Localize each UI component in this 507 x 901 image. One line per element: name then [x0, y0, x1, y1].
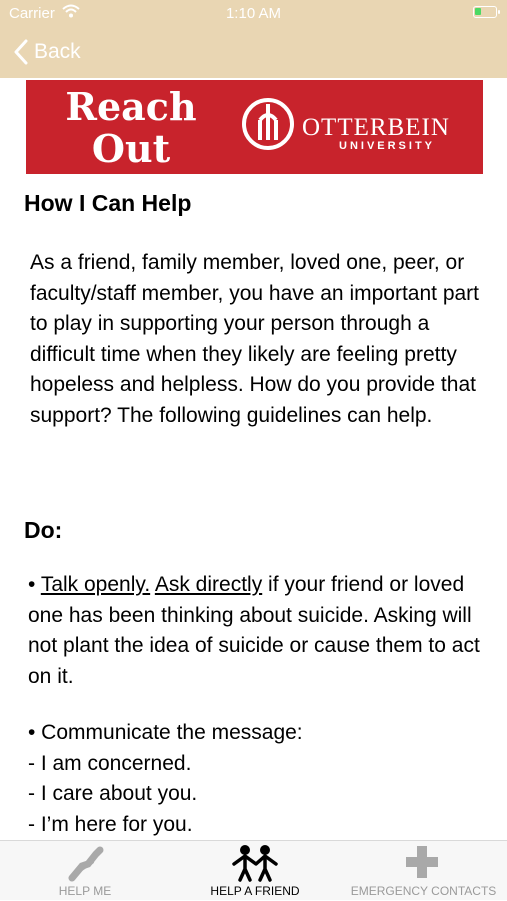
- plus-cross-icon: [404, 844, 440, 880]
- carrier-label: Carrier: [9, 5, 55, 22]
- battery-icon: [473, 6, 497, 18]
- tab-bar: [0, 840, 507, 900]
- back-button[interactable]: [14, 36, 81, 68]
- communicate-line: - I am concerned.: [28, 751, 192, 775]
- brand-subtitle: UNIVERSITY: [339, 140, 436, 152]
- communicate-line: • Communicate the message:: [28, 721, 303, 744]
- tab-label: EMERGENCY CONTACTS: [350, 884, 497, 898]
- status-bar: [0, 0, 507, 26]
- reach-out-banner: [26, 80, 483, 174]
- navigation-bar: [0, 26, 507, 78]
- intro-paragraph: As a friend, family member, loved one, peer, or faculty/staff member, you have an important part to play in supporting your person through a difficult time when they likely are feeling pretty hopeless and helpless. How do you provide that support? The following guidelines can help.: [30, 251, 480, 427]
- back-label: Back: [34, 40, 81, 63]
- tab-help-me[interactable]: [0, 841, 170, 901]
- do-item-talk-openly: • Talk openly. Ask directly if your friend or loved one has been thinking about suicide. Asking will not plant the idea of suicide or cause them to act on it.: [28, 573, 480, 688]
- help-content-scroll[interactable]: [0, 78, 507, 840]
- status-time: 1:10 AM: [225, 5, 282, 22]
- chevron-left-icon: [14, 39, 28, 65]
- brand-name: OTTERBEIN: [302, 114, 450, 141]
- helping-hands-icon: [66, 844, 104, 882]
- talk-openly-text: Talk openly.: [40, 573, 151, 596]
- communicate-line: - I care about you.: [28, 782, 198, 805]
- tab-help-a-friend[interactable]: [170, 841, 340, 901]
- two-people-icon: [231, 844, 279, 882]
- tab-emergency-contacts[interactable]: [340, 841, 507, 901]
- ask-directly-text: Ask directly: [154, 573, 263, 596]
- tab-label: HELP ME: [58, 884, 112, 898]
- do-heading: Do:: [24, 517, 63, 543]
- tab-label: HELP A FRIEND: [210, 884, 300, 898]
- page-title: How I Can Help: [24, 190, 192, 216]
- banner-title: Reach Out: [65, 84, 197, 171]
- communicate-line: - I’m here for you.: [28, 812, 193, 836]
- do-item-communicate: [28, 718, 498, 840]
- otterbein-seal-icon: [240, 96, 296, 152]
